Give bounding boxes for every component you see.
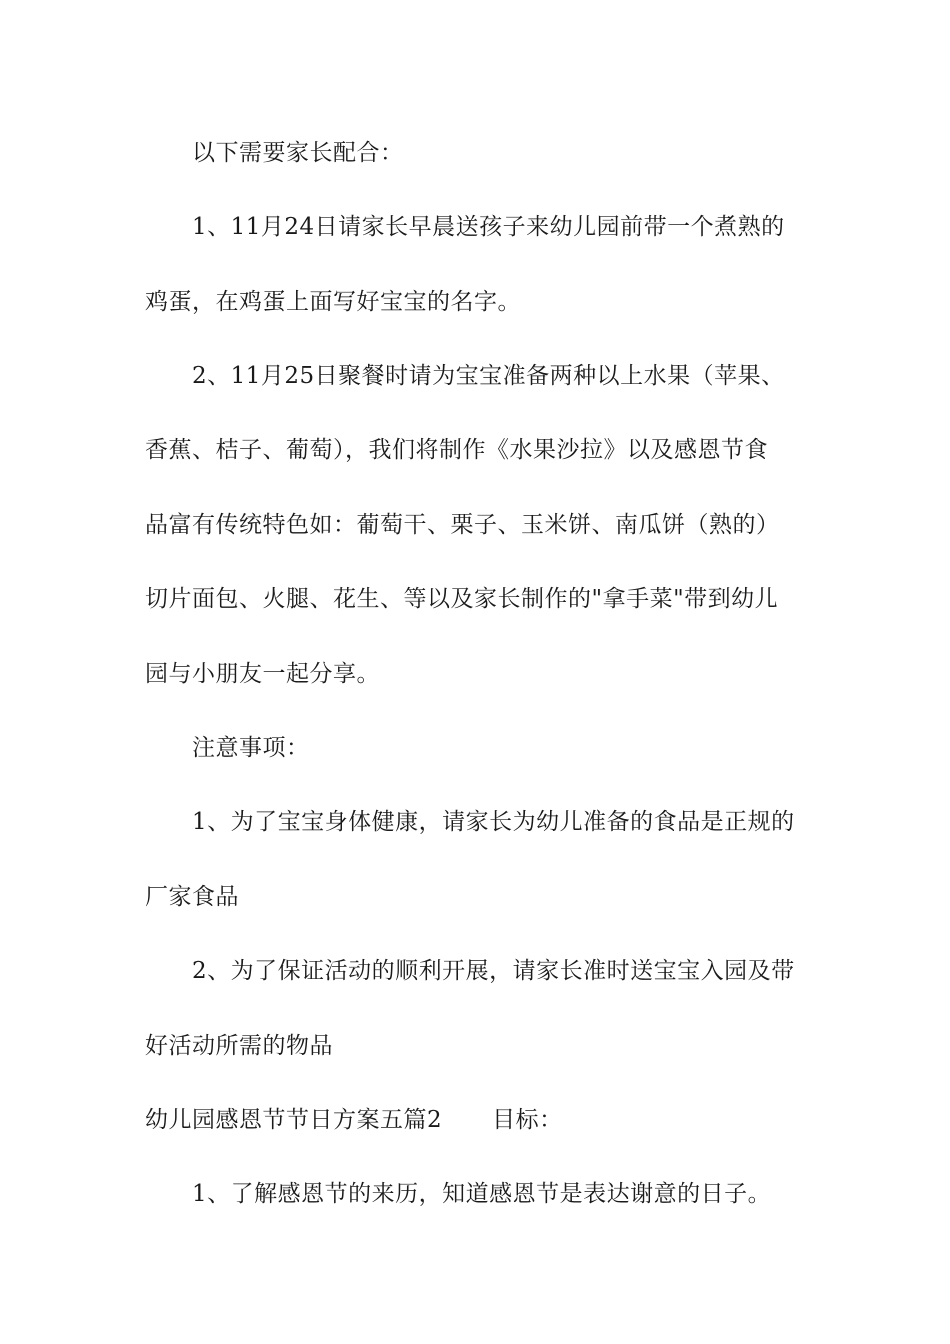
section-title: 幼儿园感恩节节日方案五篇2 [145, 1107, 443, 1133]
paragraph-line: 切片面包、火腿、花生、等以及家长制作的"拿手菜"带到幼儿 [145, 586, 779, 612]
paragraph-line: 品富有传统特色如：葡萄干、栗子、玉米饼、南瓜饼（熟的） [145, 512, 780, 538]
section-heading [145, 1104, 563, 1136]
paragraph-line: 园与小朋友一起分享。 [145, 661, 380, 687]
paragraph-line: 1、11月24日请家长早晨送孩子来幼儿园前带一个煮熟的 [192, 214, 785, 240]
paragraph-line: 以下需要家长配合： [192, 140, 404, 166]
section-label: 目标： [492, 1107, 563, 1133]
paragraph-line: 鸡蛋，在鸡蛋上面写好宝宝的名字。 [145, 289, 521, 315]
paragraph-line: 注意事项： [192, 735, 310, 761]
paragraph-line: 好活动所需的物品 [145, 1033, 333, 1059]
paragraph-line: 2、为了保证活动的顺利开展，请家长准时送宝宝入园及带 [192, 958, 795, 984]
paragraph-line: 1、为了宝宝身体健康，请家长为幼儿准备的食品是正规的 [192, 809, 795, 835]
paragraph-line: 2、11月25日聚餐时请为宝宝准备两种以上水果（苹果、 [192, 363, 785, 389]
paragraph-line: 厂家食品 [145, 884, 239, 910]
paragraph-line: 1、了解感恩节的来历，知道感恩节是表达谢意的日子。 [192, 1181, 772, 1207]
paragraph-line: 香蕉、桔子、葡萄），我们将制作《水果沙拉》以及感恩节食 [145, 437, 768, 463]
